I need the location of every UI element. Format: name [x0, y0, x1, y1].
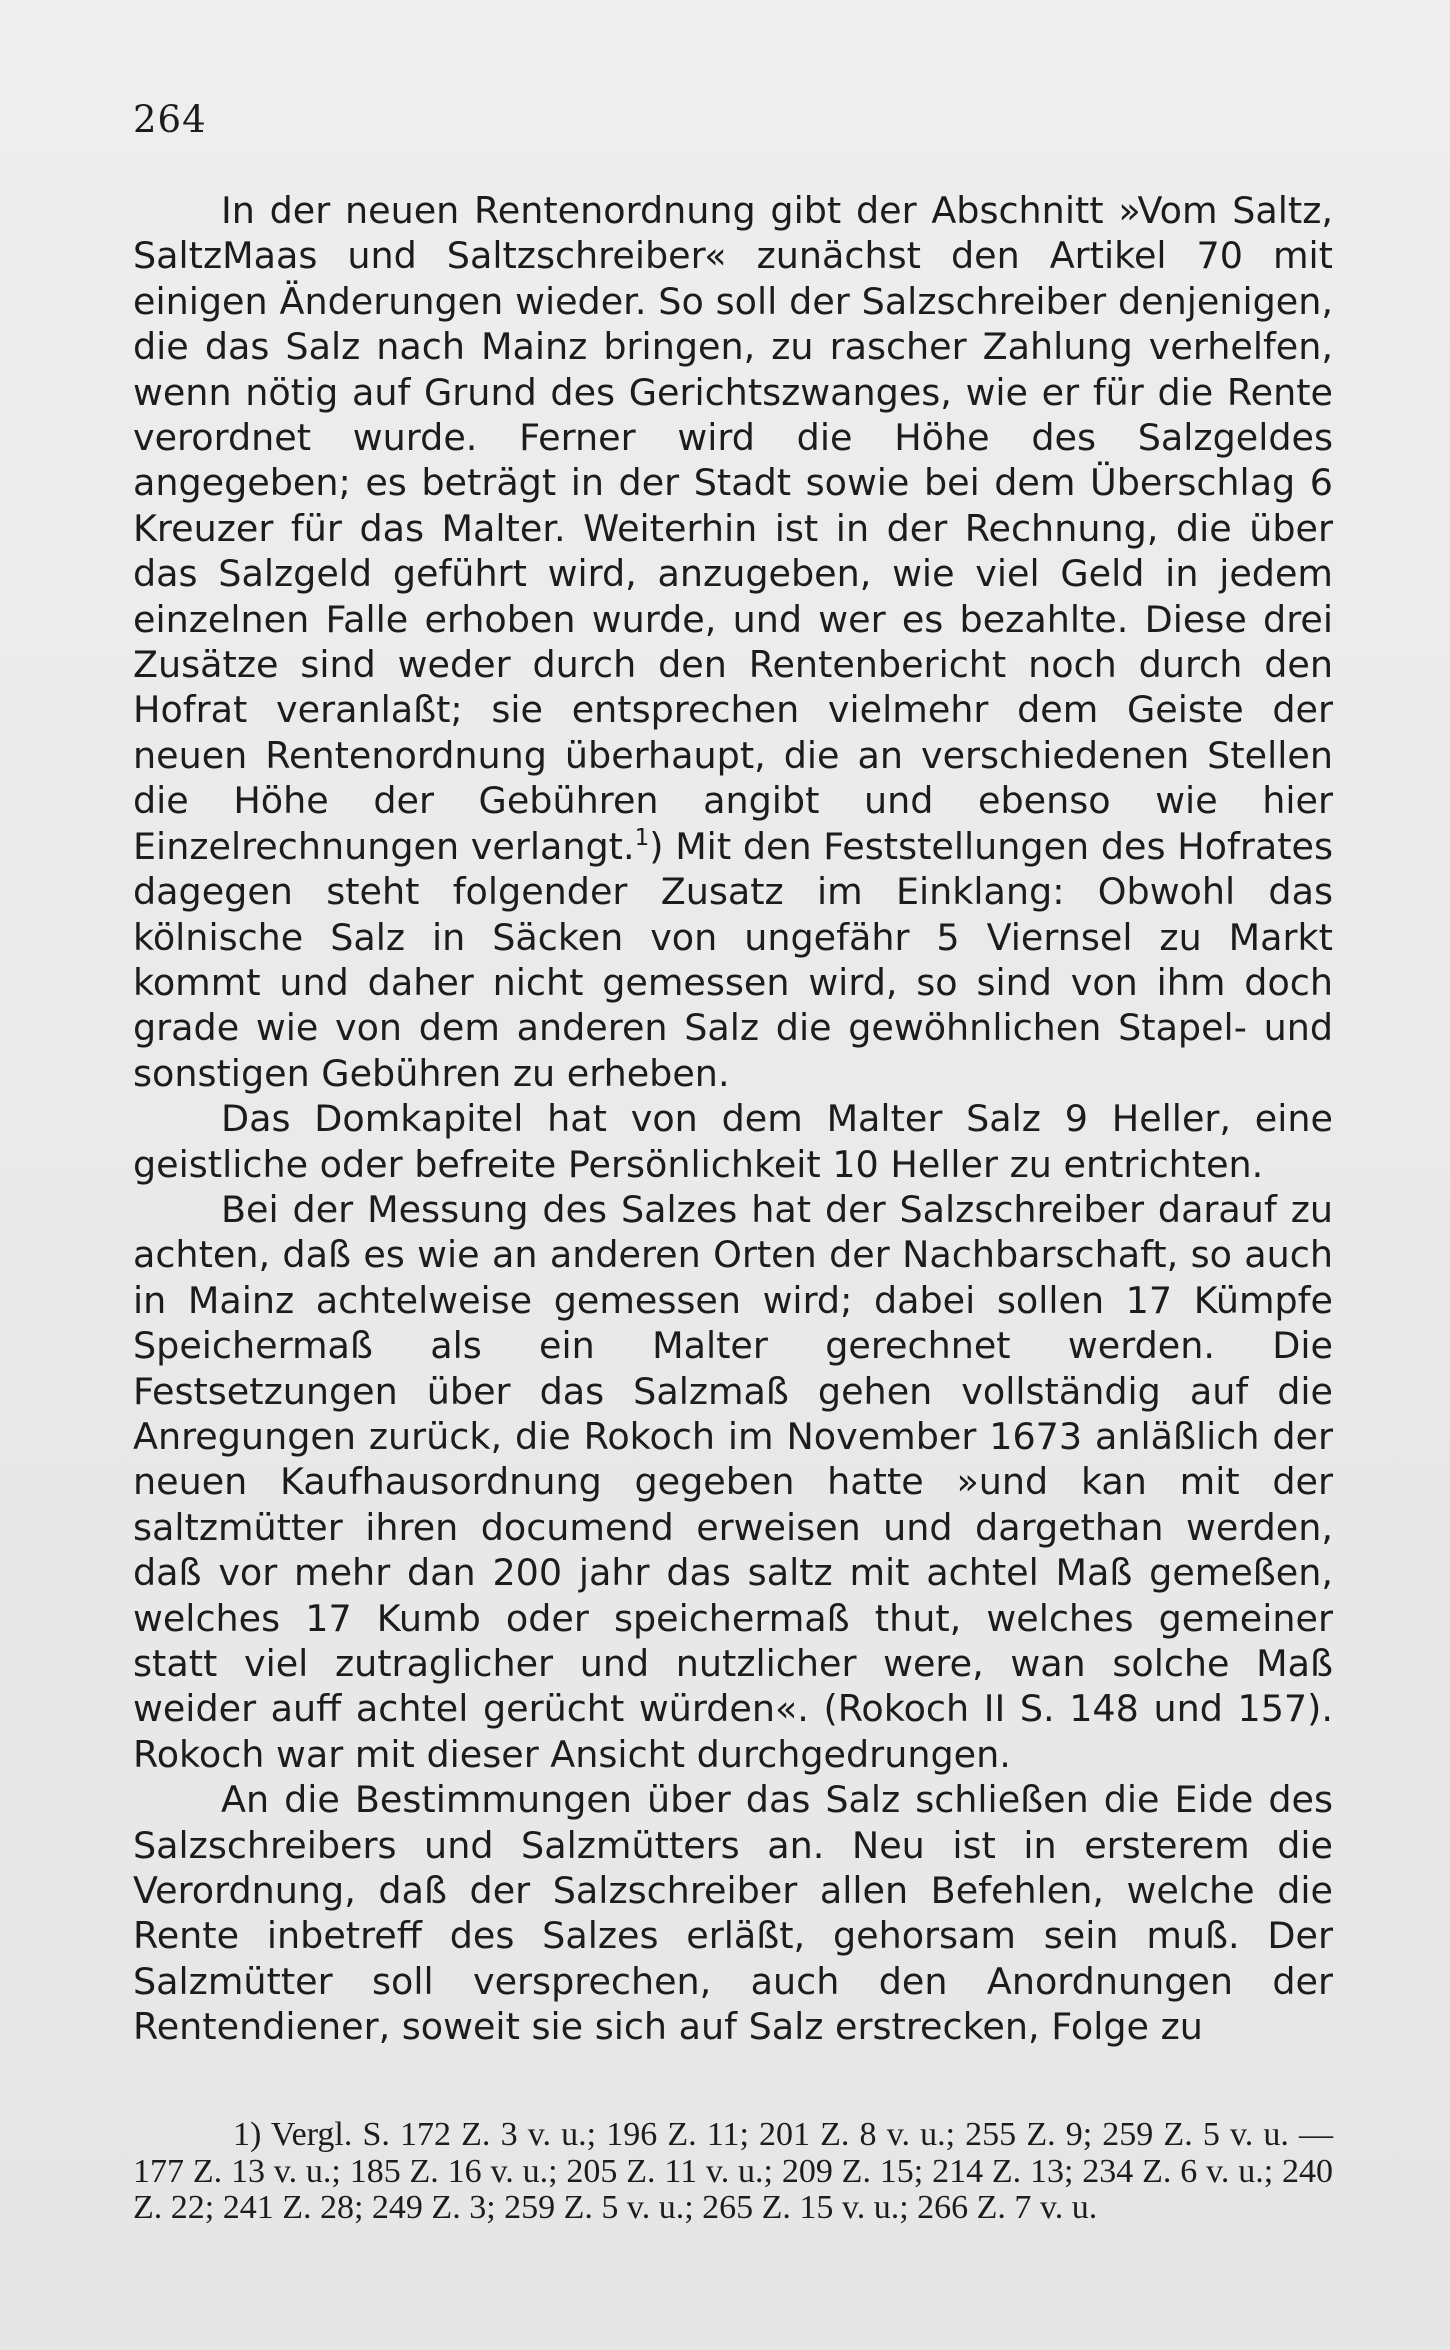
page-number: 264 — [133, 98, 207, 141]
main-text — [133, 188, 1333, 2050]
paragraph-4: An die Bestimmungen über das Salz schließen die Eide des Salzschreibers und Salzmütters an. Neu ist in ersterem die Verordnung, daß der Salzschreiber allen Befehlen, welche die Rente inbetreff des Salzes erläßt, gehorsam sein muß. Der Salzmütter soll versprechen, auch den Anordnungen der Rentendiener, soweit sie sich auf Salz erstrecken, Folge zu — [133, 1778, 1333, 2049]
paragraph-3: Bei der Messung des Salzes hat der Salzschreiber darauf zu achten, daß es wie an anderen Orten der Nachbarschaft, so auch in Mainz achtelweise gemessen wird; dabei sollen 17 Kümpfe Speichermaß als ein Malter gerechnet werden. Die Festsetzungen über das Salzmaß gehen vollständig auf die Anregungen zurück, die Rokoch im November 1673 anläßlich der neuen Kaufhausordnung gegeben hatte »und kan mit der saltzmütter ihren documend erweisen und dargethan werden, daß vor mehr dan 200 jahr das saltz mit achtel Maß gemeßen, welches 17 Kumb oder speichermaß thut, welches gemeiner statt viel zutraglicher und nutzlicher were, wan solche Maß weider auff achtel gerücht würden«. (Rokoch II S. 148 und 157). Rokoch war mit dieser Ansicht durchgedrungen. — [133, 1187, 1333, 1776]
paragraph-1-text-before: In der neuen Rentenordnung gibt der Abschnitt »Vom Saltz, SaltzMaas und Saltzschreiber« zunächst den Artikel 70 mit einigen Änderungen wieder. So soll der Salzschreiber denjenigen, die das Salz nach Mainz bringen, zu rascher Zahlung verhelfen, wenn nötig auf Grund des Gerichtszwanges, wie er für die Rente verordnet wurde. Ferner wird die Höhe des Salzgeldes angegeben; es beträgt in der Stadt sowie bei dem Überschlag 6 Kreuzer für das Malter. Weiterhin ist in der Rechnung, die über das Salzgeld geführt wird, anzugeben, wie viel Geld in jedem einzelnen Falle erhoben wurde, und wer es bezahlte. Diese drei Zusätze sind weder durch den Rentenbericht noch durch den Hofrat veranlaßt; sie entsprechen vielmehr dem Geiste der neuen Rentenordnung überhaupt, die an verschiedenen Stellen die Höhe der Gebühren angibt und ebenso wie hier Einzelrechnungen verlangt. — [133, 189, 1333, 868]
footnote-1: 1) Vergl. S. 172 Z. 3 v. u.; 196 Z. 11; 201 Z. 8 v. u.; 255 Z. 9; 259 Z. 5 v. u. — 177 Z. 13 v. u.; 185 Z. 16 v. u.; 205 Z. 11 v. u.; 209 Z. 15; 214 Z. 13; 234 Z. 6 v. u.; 240 Z. 22; 241 Z. 28; 249 Z. 3; 259 Z. 5 v. u.; 265 Z. 15 v. u.; 266 Z. 7 v. u. — [133, 2116, 1333, 2226]
paragraph-1-text-after: ) Mit den Feststellungen des Hofrates dagegen steht folgender Zusatz im Einklang: Obwohl das kölnische Salz in Säcken von ungefähr 5 Viernsel zu Markt kommt und daher nicht gemessen wird, so sind von ihm doch grade wie von dem anderen Salz die gewöhnlichen Stapel- und sonstigen Gebühren zu erheben. — [133, 824, 1333, 1095]
paragraph-2: Das Domkapitel hat von dem Malter Salz 9 Heller, eine geistliche oder befreite Persönlichkeit 10 Heller zu entrichten. — [133, 1097, 1333, 1186]
footnotes — [133, 2117, 1333, 2227]
footnote-reference: 1 — [634, 824, 650, 851]
paragraph-1 — [133, 188, 1333, 1096]
